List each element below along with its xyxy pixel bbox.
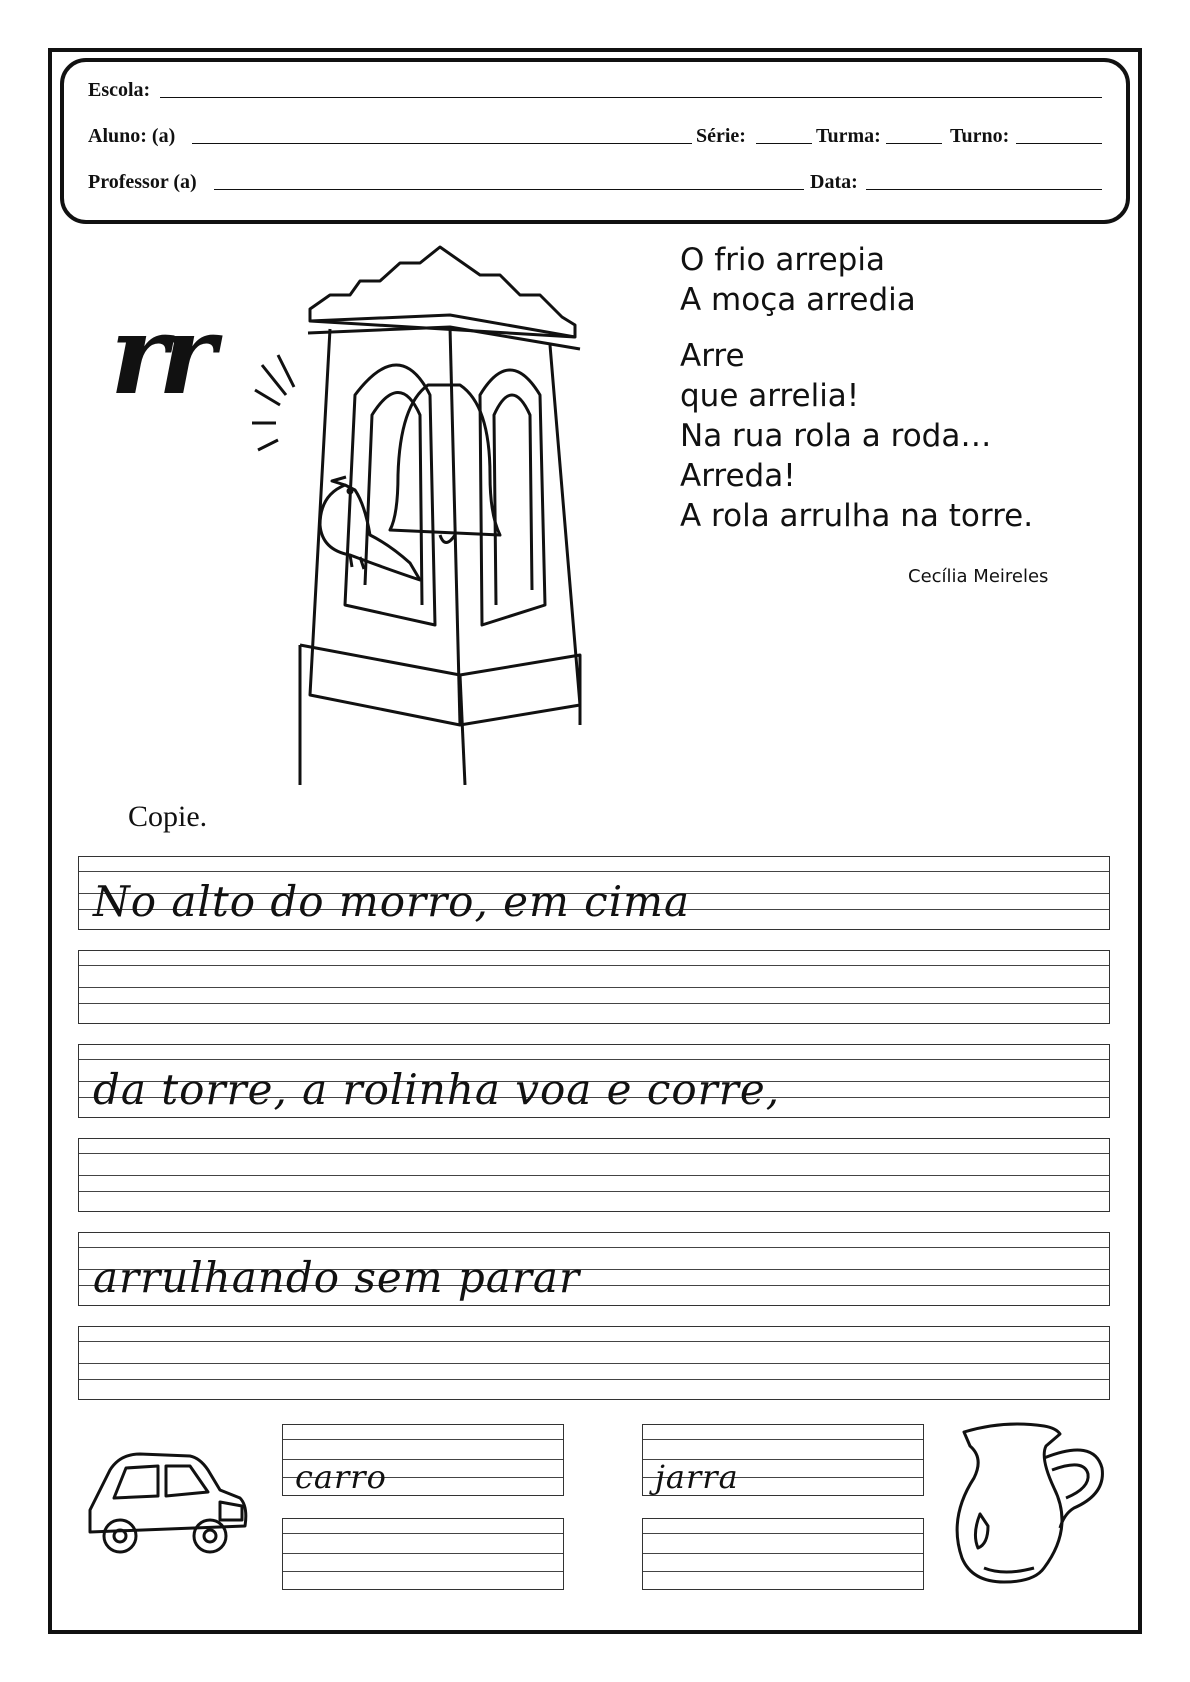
poem-line: que arrelia! bbox=[680, 378, 860, 414]
rr-letters: rr bbox=[110, 290, 206, 419]
cursive-model-text: arrulhando sem parar bbox=[93, 1253, 581, 1302]
aluno-field[interactable] bbox=[192, 143, 692, 144]
word-box[interactable] bbox=[282, 1424, 564, 1496]
writing-block[interactable] bbox=[78, 856, 1110, 930]
turma-field[interactable] bbox=[886, 143, 942, 144]
copy-instruction: Copie. bbox=[128, 800, 208, 833]
jug-icon bbox=[944, 1418, 1124, 1598]
poem-line: O frio arrepia bbox=[680, 242, 885, 278]
professor-label: Professor (a) bbox=[88, 171, 197, 193]
turno-field[interactable] bbox=[1016, 143, 1102, 144]
turma-label: Turma: bbox=[816, 125, 881, 147]
aluno-row bbox=[88, 118, 1102, 152]
word-box[interactable] bbox=[642, 1518, 924, 1590]
serie-label: Série: bbox=[696, 125, 746, 147]
writing-block[interactable] bbox=[78, 950, 1110, 1024]
poem-line: A moça arredia bbox=[680, 282, 916, 318]
poem-line: Na rua rola a roda… bbox=[680, 418, 992, 454]
student-info-header bbox=[60, 58, 1130, 224]
bell-tower-with-bird-icon bbox=[250, 245, 630, 785]
aluno-label: Aluno: (a) bbox=[88, 125, 176, 147]
poem-author: Cecília Meireles bbox=[908, 566, 1049, 587]
poem-line: Arreda! bbox=[680, 458, 796, 494]
writing-block[interactable] bbox=[78, 1044, 1110, 1118]
escola-row bbox=[88, 72, 1102, 106]
writing-block[interactable] bbox=[78, 1232, 1110, 1306]
turno-label: Turno: bbox=[950, 125, 1010, 147]
writing-block[interactable] bbox=[78, 1326, 1110, 1400]
cursive-model-text: No alto do morro, em cima bbox=[93, 877, 691, 926]
data-field[interactable] bbox=[866, 189, 1102, 190]
professor-row bbox=[88, 164, 1102, 198]
serie-field[interactable] bbox=[756, 143, 812, 144]
cursive-word: carro bbox=[295, 1458, 387, 1496]
car-icon bbox=[80, 1440, 250, 1560]
escola-label: Escola: bbox=[88, 79, 151, 101]
poem bbox=[680, 240, 1033, 536]
professor-field[interactable] bbox=[214, 189, 804, 190]
poem-line: A rola arrulha na torre. bbox=[680, 498, 1034, 534]
word-box[interactable] bbox=[282, 1518, 564, 1590]
cursive-word: jarra bbox=[655, 1458, 739, 1496]
data-label: Data: bbox=[810, 171, 858, 193]
writing-block[interactable] bbox=[78, 1138, 1110, 1212]
escola-field[interactable] bbox=[160, 97, 1102, 98]
word-box[interactable] bbox=[642, 1424, 924, 1496]
cursive-model-text: da torre, a rolinha voa e corre, bbox=[93, 1065, 781, 1114]
poem-line: Arre bbox=[680, 338, 745, 374]
